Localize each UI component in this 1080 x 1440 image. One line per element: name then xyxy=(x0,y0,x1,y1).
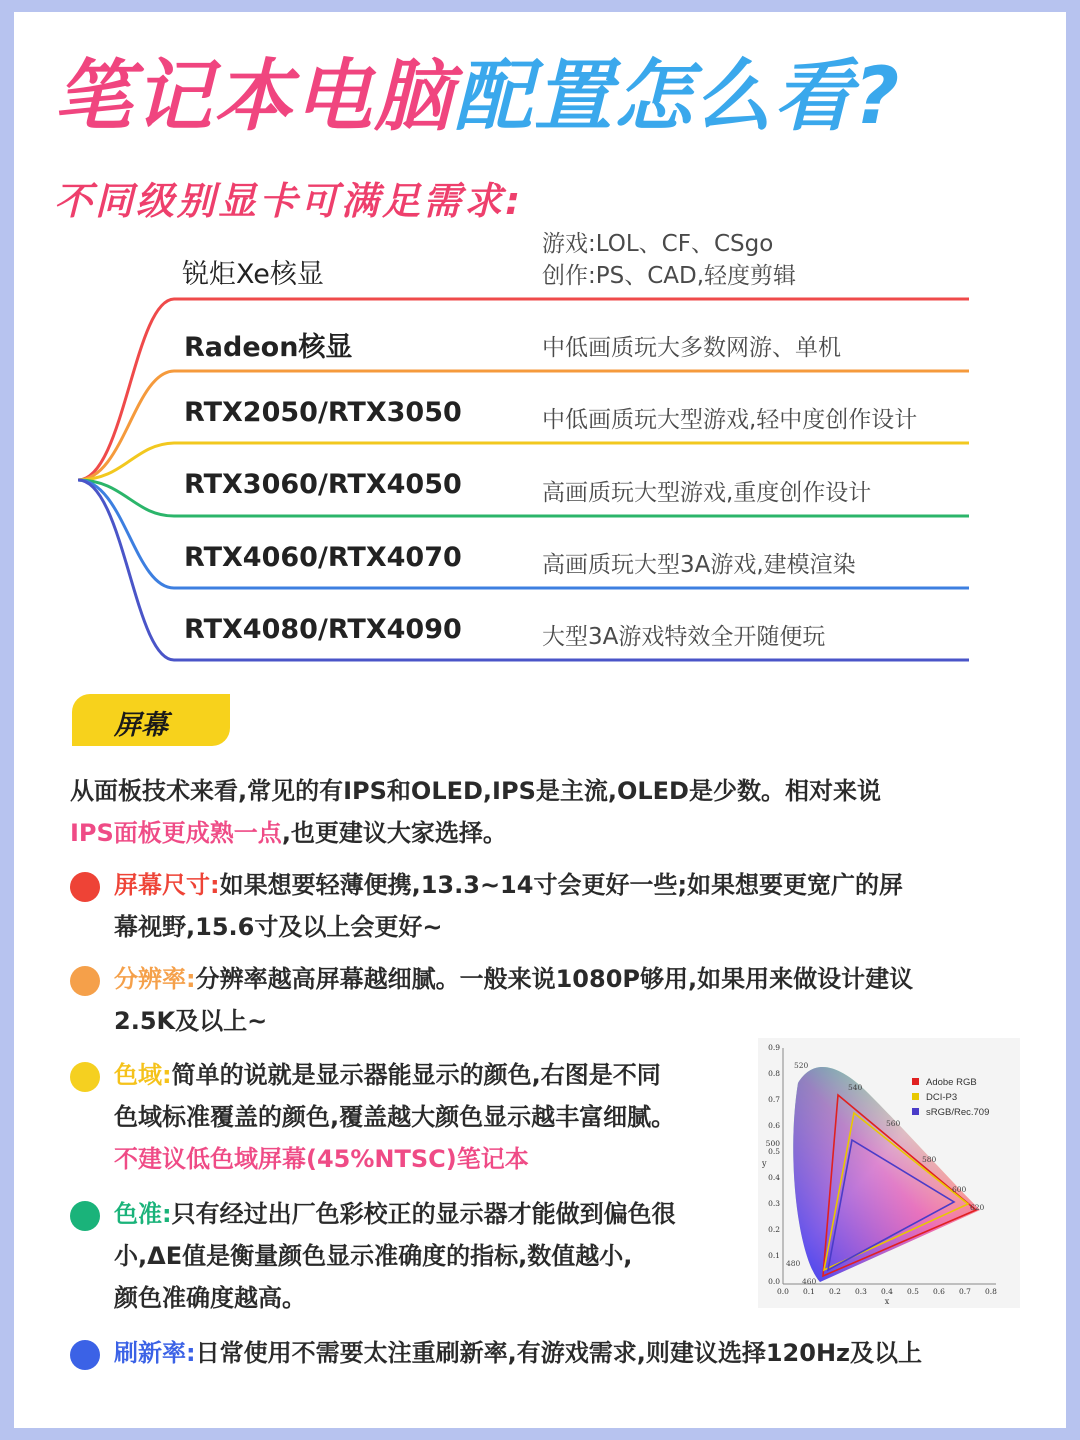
wl-580: 580 xyxy=(922,1155,937,1164)
gpu-name-3: RTX2050/RTX3050 xyxy=(184,397,462,428)
y-tick-9: 0.0 xyxy=(768,1277,780,1286)
orange-dot-icon xyxy=(70,966,100,996)
gpu-desc-2: 中低画质玩大多数网游、单机 xyxy=(542,335,841,361)
spec-item-refresh xyxy=(70,1332,1060,1376)
gpu-name-1: 锐炬Xe核显 xyxy=(182,259,324,290)
legend-adobe-rgb: Adobe RGB xyxy=(926,1077,977,1088)
screen-section-badge xyxy=(72,694,230,746)
spec-text-accuracy-3: 颜色准确度越高。 xyxy=(114,1284,306,1312)
title-part-2: 配置怎么看? xyxy=(454,52,902,142)
cie-chart-svg xyxy=(758,1038,1020,1308)
wl-460: 460 xyxy=(802,1277,817,1286)
spec-label-gamut: 色域: xyxy=(114,1061,172,1089)
green-dot-icon xyxy=(70,1201,100,1231)
gpu-name-5: RTX4060/RTX4070 xyxy=(184,542,462,573)
gpu-tree-diagram xyxy=(14,12,1066,692)
y-tick-8: 0.1 xyxy=(768,1251,780,1260)
spec-text-gamut-2: 色域标准覆盖的颜色,覆盖越大颜色显示越丰富细腻。 xyxy=(114,1103,676,1131)
gpu-name-2: Radeon核显 xyxy=(184,332,353,363)
gpu-desc-5: 高画质玩大型3A游戏,建模渲染 xyxy=(542,552,856,578)
spec-item-accuracy xyxy=(70,1193,750,1323)
spec-item-size xyxy=(70,864,1030,954)
gpu-desc-3: 中低画质玩大型游戏,轻中度创作设计 xyxy=(542,407,918,433)
title-part-1: 笔记本电脑 xyxy=(54,52,455,142)
x-tick-5: 0.5 xyxy=(907,1287,919,1296)
x-tick-8: 0.8 xyxy=(985,1287,997,1296)
red-dot-icon xyxy=(70,872,100,902)
spec-label-size: 屏幕尺寸: xyxy=(114,871,220,899)
gpu-desc-1a: 游戏:LOL、CF、CSgo xyxy=(542,231,774,257)
spec-label-resolution: 分辨率: xyxy=(114,965,196,993)
section-subtitle: 不同级别显卡可满足需求: xyxy=(54,179,524,223)
spec-text-accuracy-2: 小,ΔE值是衡量颜色显示准确度的指标,数值越小, xyxy=(114,1242,633,1270)
spec-text-resolution-1: 分辨率越高屏幕越细腻。一般来说1080P够用,如果用来做设计建议 xyxy=(195,965,914,993)
intro-text-c: ,也更建议大家选择。 xyxy=(281,819,507,847)
spec-text-gamut-1: 简单的说就是显示器能显示的颜色,右图是不同 xyxy=(171,1061,661,1089)
x-tick-3: 0.3 xyxy=(855,1287,867,1296)
x-tick-4: 0.4 xyxy=(881,1287,893,1296)
screen-badge-label: 屏幕 xyxy=(114,710,168,741)
y-tick-3: 0.6 xyxy=(768,1121,780,1130)
spec-text-size-2: 幕视野,15.6寸及以上会更好~ xyxy=(114,913,443,941)
x-tick-0: 0.0 xyxy=(777,1287,789,1296)
wl-620: 620 xyxy=(970,1203,985,1212)
spec-text-refresh: 日常使用不需要太注重刷新率,有游戏需求,则建议选择120Hz及以上 xyxy=(195,1339,922,1367)
spec-text-resolution-2: 2.5K及以上~ xyxy=(114,1007,268,1035)
wl-600: 600 xyxy=(952,1185,967,1194)
intro-text-a: 从面板技术来看,常见的有IPS和OLED,IPS是主流,OLED是少数。相对来说 xyxy=(70,777,881,805)
spec-label-accuracy: 色准: xyxy=(114,1200,172,1228)
intro-highlight: IPS面板更成熟一点 xyxy=(70,819,282,847)
wl-480: 480 xyxy=(786,1259,801,1268)
y-tick-4: 0.5 xyxy=(768,1147,780,1156)
legend-dci-p3: DCI-P3 xyxy=(926,1092,958,1103)
x-axis-label: x xyxy=(884,1297,890,1306)
spec-text-accuracy-1: 只有经过出厂色彩校正的显示器才能做到偏色很 xyxy=(171,1200,676,1228)
gpu-desc-4: 高画质玩大型游戏,重度创作设计 xyxy=(542,480,872,506)
y-tick-wl-500: 500 xyxy=(765,1139,780,1148)
gpu-name-4: RTX3060/RTX4050 xyxy=(184,469,462,500)
x-tick-2: 0.2 xyxy=(829,1287,841,1296)
gpu-desc-6: 大型3A游戏特效全开随便玩 xyxy=(542,624,826,650)
wl-520: 520 xyxy=(794,1061,809,1070)
y-tick-7: 0.2 xyxy=(768,1225,780,1234)
wl-540: 540 xyxy=(848,1083,863,1092)
y-tick-2: 0.7 xyxy=(768,1095,780,1104)
wl-560: 560 xyxy=(886,1119,901,1128)
screen-intro-paragraph xyxy=(70,770,1010,854)
color-gamut-diagram xyxy=(758,1038,1020,1308)
x-tick-1: 0.1 xyxy=(803,1287,815,1296)
yellow-dot-icon xyxy=(70,1062,100,1092)
y-tick-6: 0.3 xyxy=(768,1199,780,1208)
y-axis-label: y xyxy=(762,1159,767,1168)
spec-label-refresh: 刷新率: xyxy=(114,1339,196,1367)
legend-srgb: sRGB/Rec.709 xyxy=(926,1107,990,1118)
spec-text-gamut-warning: 不建议低色域屏幕(45%NTSC)笔记本 xyxy=(114,1145,529,1173)
gpu-desc-1b: 创作:PS、CAD,轻度剪辑 xyxy=(542,263,797,289)
y-tick-1: 0.8 xyxy=(768,1069,780,1078)
gpu-name-6: RTX4080/RTX4090 xyxy=(184,614,462,645)
x-tick-6: 0.6 xyxy=(933,1287,945,1296)
blue-dot-icon xyxy=(70,1340,100,1370)
spec-text-size-1: 如果想要轻薄便携,13.3~14寸会更好一些;如果想要更宽广的屏 xyxy=(219,871,904,899)
y-tick-5: 0.4 xyxy=(768,1173,780,1182)
x-tick-7: 0.7 xyxy=(959,1287,971,1296)
spec-item-resolution xyxy=(70,958,1030,1048)
page xyxy=(14,12,1066,1428)
spec-item-gamut xyxy=(70,1054,750,1184)
y-tick-0: 0.9 xyxy=(768,1043,780,1052)
